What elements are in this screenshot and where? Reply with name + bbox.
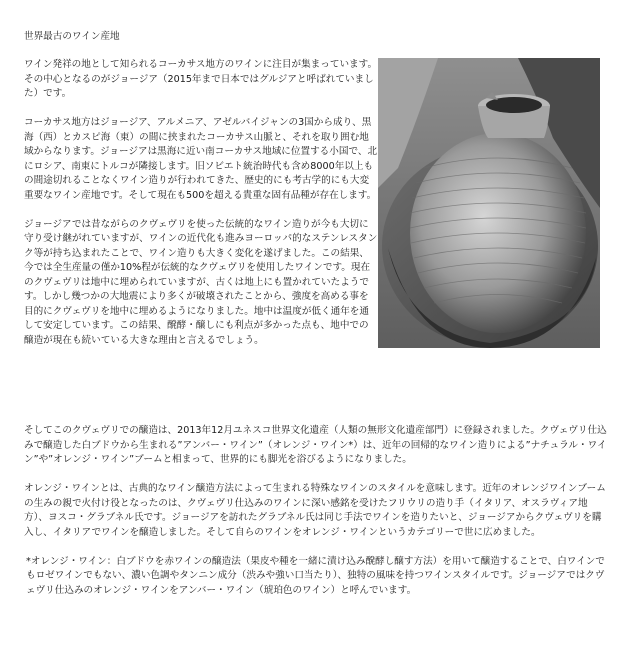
qvevri-paragraph: ジョージアでは昔ながらのクヴェヴリを使った伝統的なワイン造りが今も大切に守り受け継がれていますが、ワインの近代化も進みヨーロッパ的なステンレスタンク等が持ち込まれたことで、ワイン造りも大きく変化を遂げました。この結果、今では全生産量の僅か10%程が伝統的なクヴェヴリを使用したワインです。現在のクヴェヴリは地中に埋められていますが、古くは地上にも置かれていたようです。しかし幾つかの大地震により多くが破壊されたことから、強度を高める事を目的にクヴェヴリを地中に埋めるようになりました。地中は温度が低く通年を通して安定しています。この結果、醗酵・醸しにも利点が多かった点も、地中での醸造が現在も続いている大きな理由と言えるでしょう。 — [24, 218, 378, 346]
caucasus-paragraph: コーカサス地方はジョージア、アルメニア、アゼルバイジャンの3国から成り、黒海（西）とカスピ海（東）の間に挟まれたコーカサス山脈と、それを取り囲む地域からなります。ジョージアは黒海に近い南コーカサス地域に位置する小国で、北にロシア、南東にトルコが隣接します。旧ソビエト統治時代も含め8000年以上もの間途切れることなくワイン造りが行われてきた、歴史的にも考古学的にも大変重要なワイン産地です。そして現在も500を超える貴重な固有品種が存在します。 — [24, 117, 378, 201]
unesco-paragraph: そしてこのクヴェヴリでの醸造は、2013年12月ユネスコ世界文化遺産（人類の無形文化遺産部門）に登録されました。クヴェヴリ仕込みで醸造した白ブドウから生まれる”アンバー・ワイン”（オレンジ・ワイン*）は、近年の回帰的なワイン造りによる”ナチュラル・ワイン”や”オレンジ・ワイン”ブームと相まって、世界的にも脚光を浴びるようになりました。 — [24, 425, 607, 465]
full-width-section — [24, 424, 609, 613]
qvevri-photo — [378, 58, 600, 348]
qvevri-jar-image — [378, 58, 600, 348]
left-column — [24, 58, 378, 363]
orange-wine-paragraph: オレンジ・ワインとは、古典的なワイン醸造方法によって生まれる特殊なワインのスタイルを意味します。近年のオレンジワインブームの生みの親で火付け役となったのは、クヴェヴリ仕込みのワインに深い感銘を受けたフリウリの造り手（イタリア、オスラヴィア地方）、ヨスコ・グラブネル氏です。ジョージアを訪れたグラブネル氏は同じ手法でワインを造りたいと、ジョージアからクヴェヴリを購入し、イタリアでワインを醸造しました。そして自らのワインをオレンジ・ワインというカテゴリーで世に広めました。 — [24, 483, 606, 538]
footnote-paragraph: *オレンジ・ワイン：白ブドウを赤ワインの醸造法（果皮や種を一緒に漬け込み醗酵し醸す方法）を用いて醸造することで、白ワインでもロゼワインでもない、濃い色調やタンニン成分（渋みや強い口当たり）、独特の風味を持つワインスタイルです。ジョージアではクヴェヴリ仕込みのオレンジ・ワインをアンバー・ワイン（琥珀色のワイン）と呼んでいます。 — [26, 555, 605, 596]
intro-paragraph: ワイン発祥の地として知られるコーカサス地方のワインに注目が集まっています。その中心となるのがジョージア（2015年まで日本ではグルジアと呼ばれていました）です。 — [24, 59, 378, 99]
page-title: 世界最古のワイン産地 — [24, 31, 120, 42]
